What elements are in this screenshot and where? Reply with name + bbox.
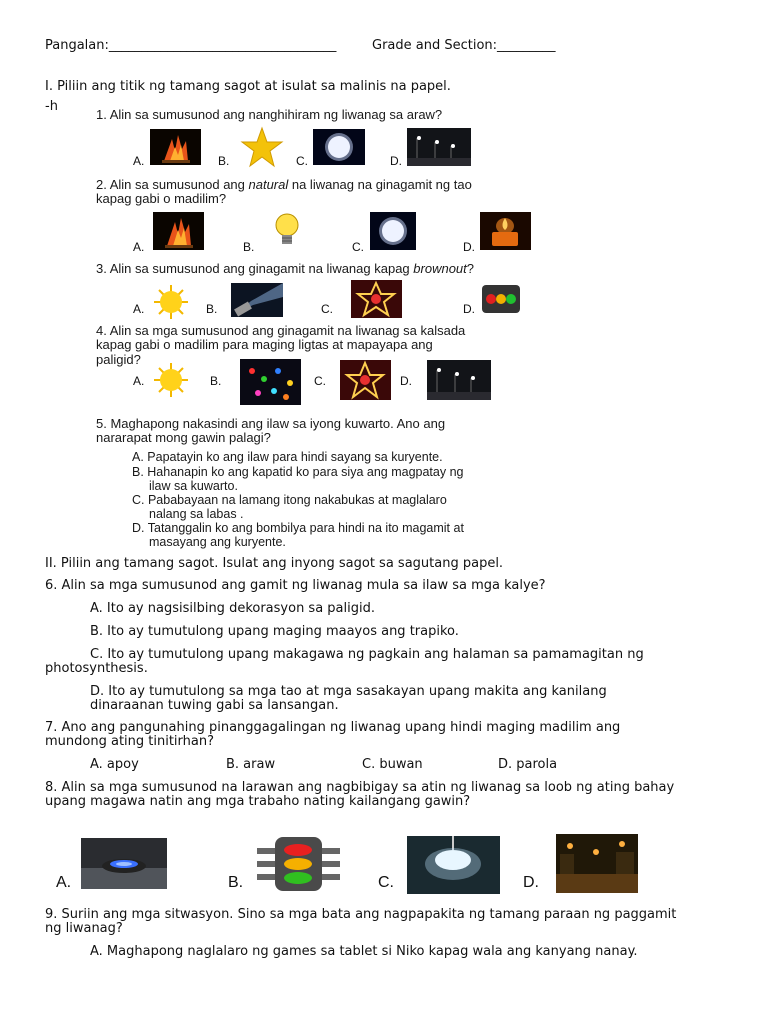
sun-icon <box>153 284 189 320</box>
full-moon-icon <box>370 212 416 250</box>
street-lights-icon <box>427 360 491 400</box>
star-icon <box>240 126 284 168</box>
q9-text-line1: 9. Suriin ang mga sitwasyon. Sino sa mga bata ang nagpapakita ng tamang paraan ng paggamit <box>45 907 677 922</box>
q1-label-d: D. <box>390 154 402 168</box>
q6-choice-d-cont: dinaraanan tuwing gabi sa lansangan. <box>90 698 339 713</box>
q9-text-line2: ng liwanag? <box>45 921 123 936</box>
q6-choice-a: A. Ito ay nagsisilbing dekorasyon sa paligid. <box>90 601 375 616</box>
q4-label-d: D. <box>400 374 412 388</box>
traffic-light-icon <box>257 836 340 892</box>
q5-choice-c: C. Pababayaan na lamang itong nakabukas at maglalaro <box>132 493 447 507</box>
q5-choice-c-cont: nalang sa labas . <box>149 507 244 521</box>
q1-label-b: B. <box>218 154 230 168</box>
part1-instruction: I. Piliin ang titik ng tamang sagot at isulat sa malinis na papel. <box>45 79 451 94</box>
q8-label-c: C. <box>378 874 394 891</box>
grade-section-label: Grade and Section:_________ <box>372 38 556 53</box>
q3-label-b: B. <box>206 302 218 316</box>
q3-label-d: D. <box>463 302 475 316</box>
q5-choice-d: D. Tatanggalin ko ang bombilya para hindi na ito magamit at <box>132 521 464 535</box>
q6-choice-b: B. Ito ay tumutulong upang maging maayos ang trapiko. <box>90 624 459 639</box>
q7-choice-d: D. parola <box>498 757 558 772</box>
q6-text: 6. Alin sa mga sumusunod ang gamit ng liwanag mula sa ilaw sa mga kalye? <box>45 578 546 593</box>
q5-choice-d-cont: masayang ang kuryente. <box>149 535 286 549</box>
q2-label-b: B. <box>243 240 255 254</box>
ceiling-lamp-icon <box>407 836 500 894</box>
sun-icon <box>153 362 189 398</box>
q5-choice-b: B. Hahanapin ko ang kapatid ko para siya ang magpatay ng <box>132 465 464 479</box>
q8-label-b: B. <box>228 874 244 891</box>
q6-choice-c-cont: photosynthesis. <box>45 661 148 676</box>
q1-label-c: C. <box>296 154 308 168</box>
q7-choice-c: C. buwan <box>362 757 423 772</box>
q9-choice-a: A. Maghapong naglalaro ng games sa tablet si Niko kapag wala ang kanyang nanay. <box>90 944 638 959</box>
q4-text-line1: 4. Alin sa mga sumusunod ang ginagamit na liwanag sa kalsada <box>96 323 466 338</box>
street-lights-icon <box>407 128 471 166</box>
parol-lantern-icon <box>340 360 391 400</box>
candle-icon <box>480 212 531 250</box>
q5-choice-b-cont: ilaw sa kuwarto. <box>149 479 238 493</box>
q7-choice-b: B. araw <box>226 757 276 772</box>
q5-text-line1: 5. Maghapong nakasindi ang ilaw sa iyong kuwarto. Ano ang <box>96 416 446 431</box>
q3-text: 3. Alin sa sumusunod ang ginagamit na liwanag kapag brownout? <box>96 261 474 276</box>
q1-label-a: A. <box>133 154 145 168</box>
q5-choice-a: A. Papatayin ko ang ilaw para hindi sayang sa kuryente. <box>132 450 443 464</box>
flashlight-icon <box>231 283 283 317</box>
street-at-night-icon <box>556 834 638 893</box>
q8-label-d: D. <box>523 874 539 891</box>
q4-label-c: C. <box>314 374 326 388</box>
q1-text: 1. Alin sa sumusunod ang nanghihiram ng liwanag sa araw? <box>96 107 443 122</box>
q4-label-a: A. <box>133 374 145 388</box>
q2-label-a: A. <box>133 240 145 254</box>
campfire-icon <box>150 129 201 165</box>
q7-text-line2: mundong ating tinitirhan? <box>45 734 214 749</box>
q2-label-c: C. <box>352 240 364 254</box>
q3-label-a: A. <box>133 302 145 316</box>
q3-label-c: C. <box>321 302 333 316</box>
q6-choice-c: C. Ito ay tumutulong upang makagawa ng pagkain ang halaman sa pamamagitan ng <box>90 647 644 662</box>
q2-text-line2: kapag gabi o madilim? <box>96 191 227 206</box>
q6-choice-d: D. Ito ay tumutulong sa mga tao at mga sasakayan upang makita ang kanilang <box>90 684 607 699</box>
light-bulb-icon <box>265 211 310 251</box>
name-field-label: Pangalan:___________________________________ <box>45 38 337 53</box>
stray-mark: -h <box>45 99 58 114</box>
parol-lantern-icon <box>351 280 402 318</box>
full-moon-icon <box>313 129 365 165</box>
q4-text-line2: kapag gabi o madilim para maging ligtas at mapayapa ang <box>96 337 433 352</box>
q4-text-line3: paligid? <box>96 352 141 367</box>
q8-label-a: A. <box>56 874 72 891</box>
gas-stove-icon <box>81 838 167 889</box>
q8-text-line1: 8. Alin sa mga sumusunod na larawan ang nagbibigay sa atin ng liwanag sa loob ng ating bahay <box>45 780 675 795</box>
q4-label-b: B. <box>210 374 222 388</box>
q5-text-line2: nararapat mong gawin palagi? <box>96 430 271 445</box>
part2-instruction: II. Piliin ang tamang sagot. Isulat ang inyong sagot sa sagutang papel. <box>45 556 504 571</box>
q7-text-line1: 7. Ano ang pangunahing pinanggagalingan ng liwanag upang hindi maging madilim ang <box>45 720 621 735</box>
q2-text-line1: 2. Alin sa sumusunod ang natural na liwanag na ginagamit ng tao <box>96 177 472 192</box>
campfire-icon <box>153 212 204 250</box>
christmas-lights-icon <box>240 359 301 405</box>
q7-choice-a: A. apoy <box>90 757 139 772</box>
q8-text-line2: upang magawa natin ang mga trabaho nating kailangang gawin? <box>45 794 471 809</box>
traffic-light-icon <box>480 282 522 316</box>
q2-label-d: D. <box>463 240 475 254</box>
